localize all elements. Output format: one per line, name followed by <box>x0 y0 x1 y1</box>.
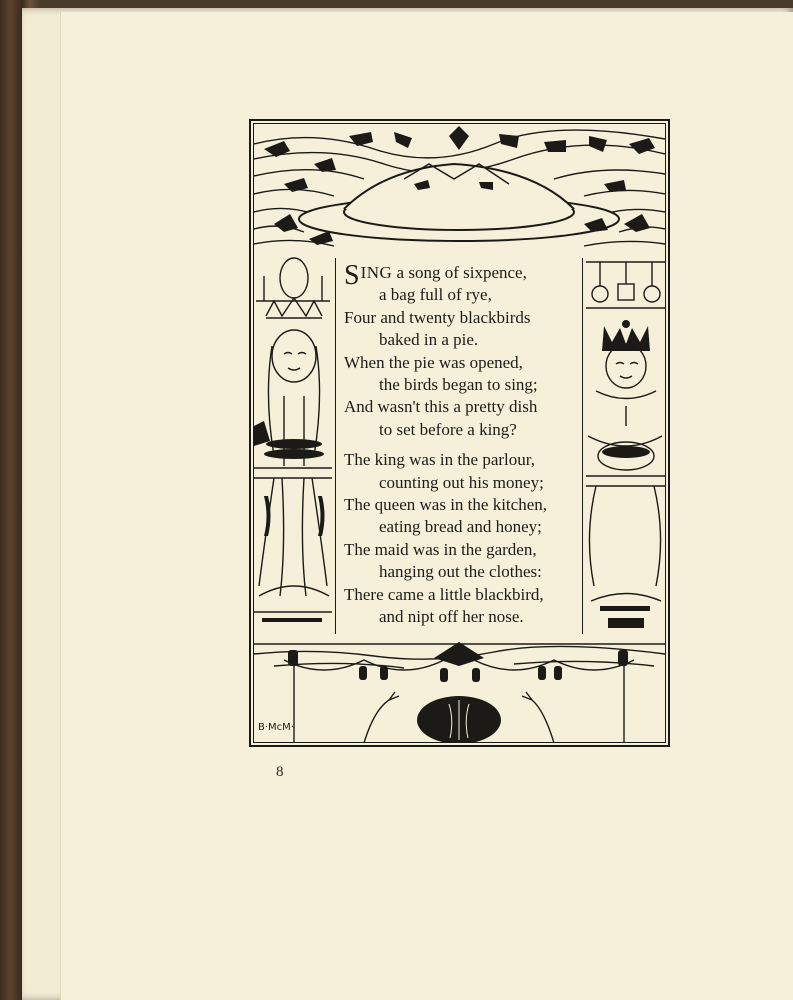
rhyme-text-panel <box>335 258 583 634</box>
poem-line: When the pie was opened, <box>344 352 523 372</box>
king-illustration <box>586 256 665 636</box>
poem-line: to set before a king? <box>379 419 517 439</box>
poem-line: hanging out the clothes: <box>379 562 542 582</box>
poem-line: and nipt off her nose. <box>379 607 524 627</box>
page-number: 8 <box>276 764 284 780</box>
poem-line: a bag full of rye, <box>379 285 492 305</box>
poem-line: And wasn't this a pretty dish <box>344 397 538 417</box>
poem-line: counting out his money; <box>379 472 544 492</box>
poem-line: baked in a pie. <box>379 330 479 350</box>
poem-line-text: a song of sixpence, <box>392 263 527 282</box>
illustrator-signature: B·McM· <box>258 722 294 733</box>
maid-garden-illustration <box>254 640 665 743</box>
drop-cap: S <box>344 260 360 291</box>
poem-line: The queen was in the kitchen, <box>344 495 547 515</box>
poem-line: eating bread and honey; <box>379 517 542 537</box>
stanza-break <box>344 441 582 449</box>
poem-line: the birds began to sing; <box>379 375 538 395</box>
poem-line: The maid was in the garden, <box>344 539 537 559</box>
opening-small-caps: ING <box>360 263 393 282</box>
poem-line <box>344 260 582 291</box>
poem-line: The king was in the parlour, <box>344 450 535 470</box>
queen-illustration <box>254 256 332 636</box>
poem-line: Four and twenty blackbirds <box>344 307 531 327</box>
poem-line: There came a little blackbird, <box>344 584 544 604</box>
blackbird-pie-illustration <box>254 124 665 254</box>
